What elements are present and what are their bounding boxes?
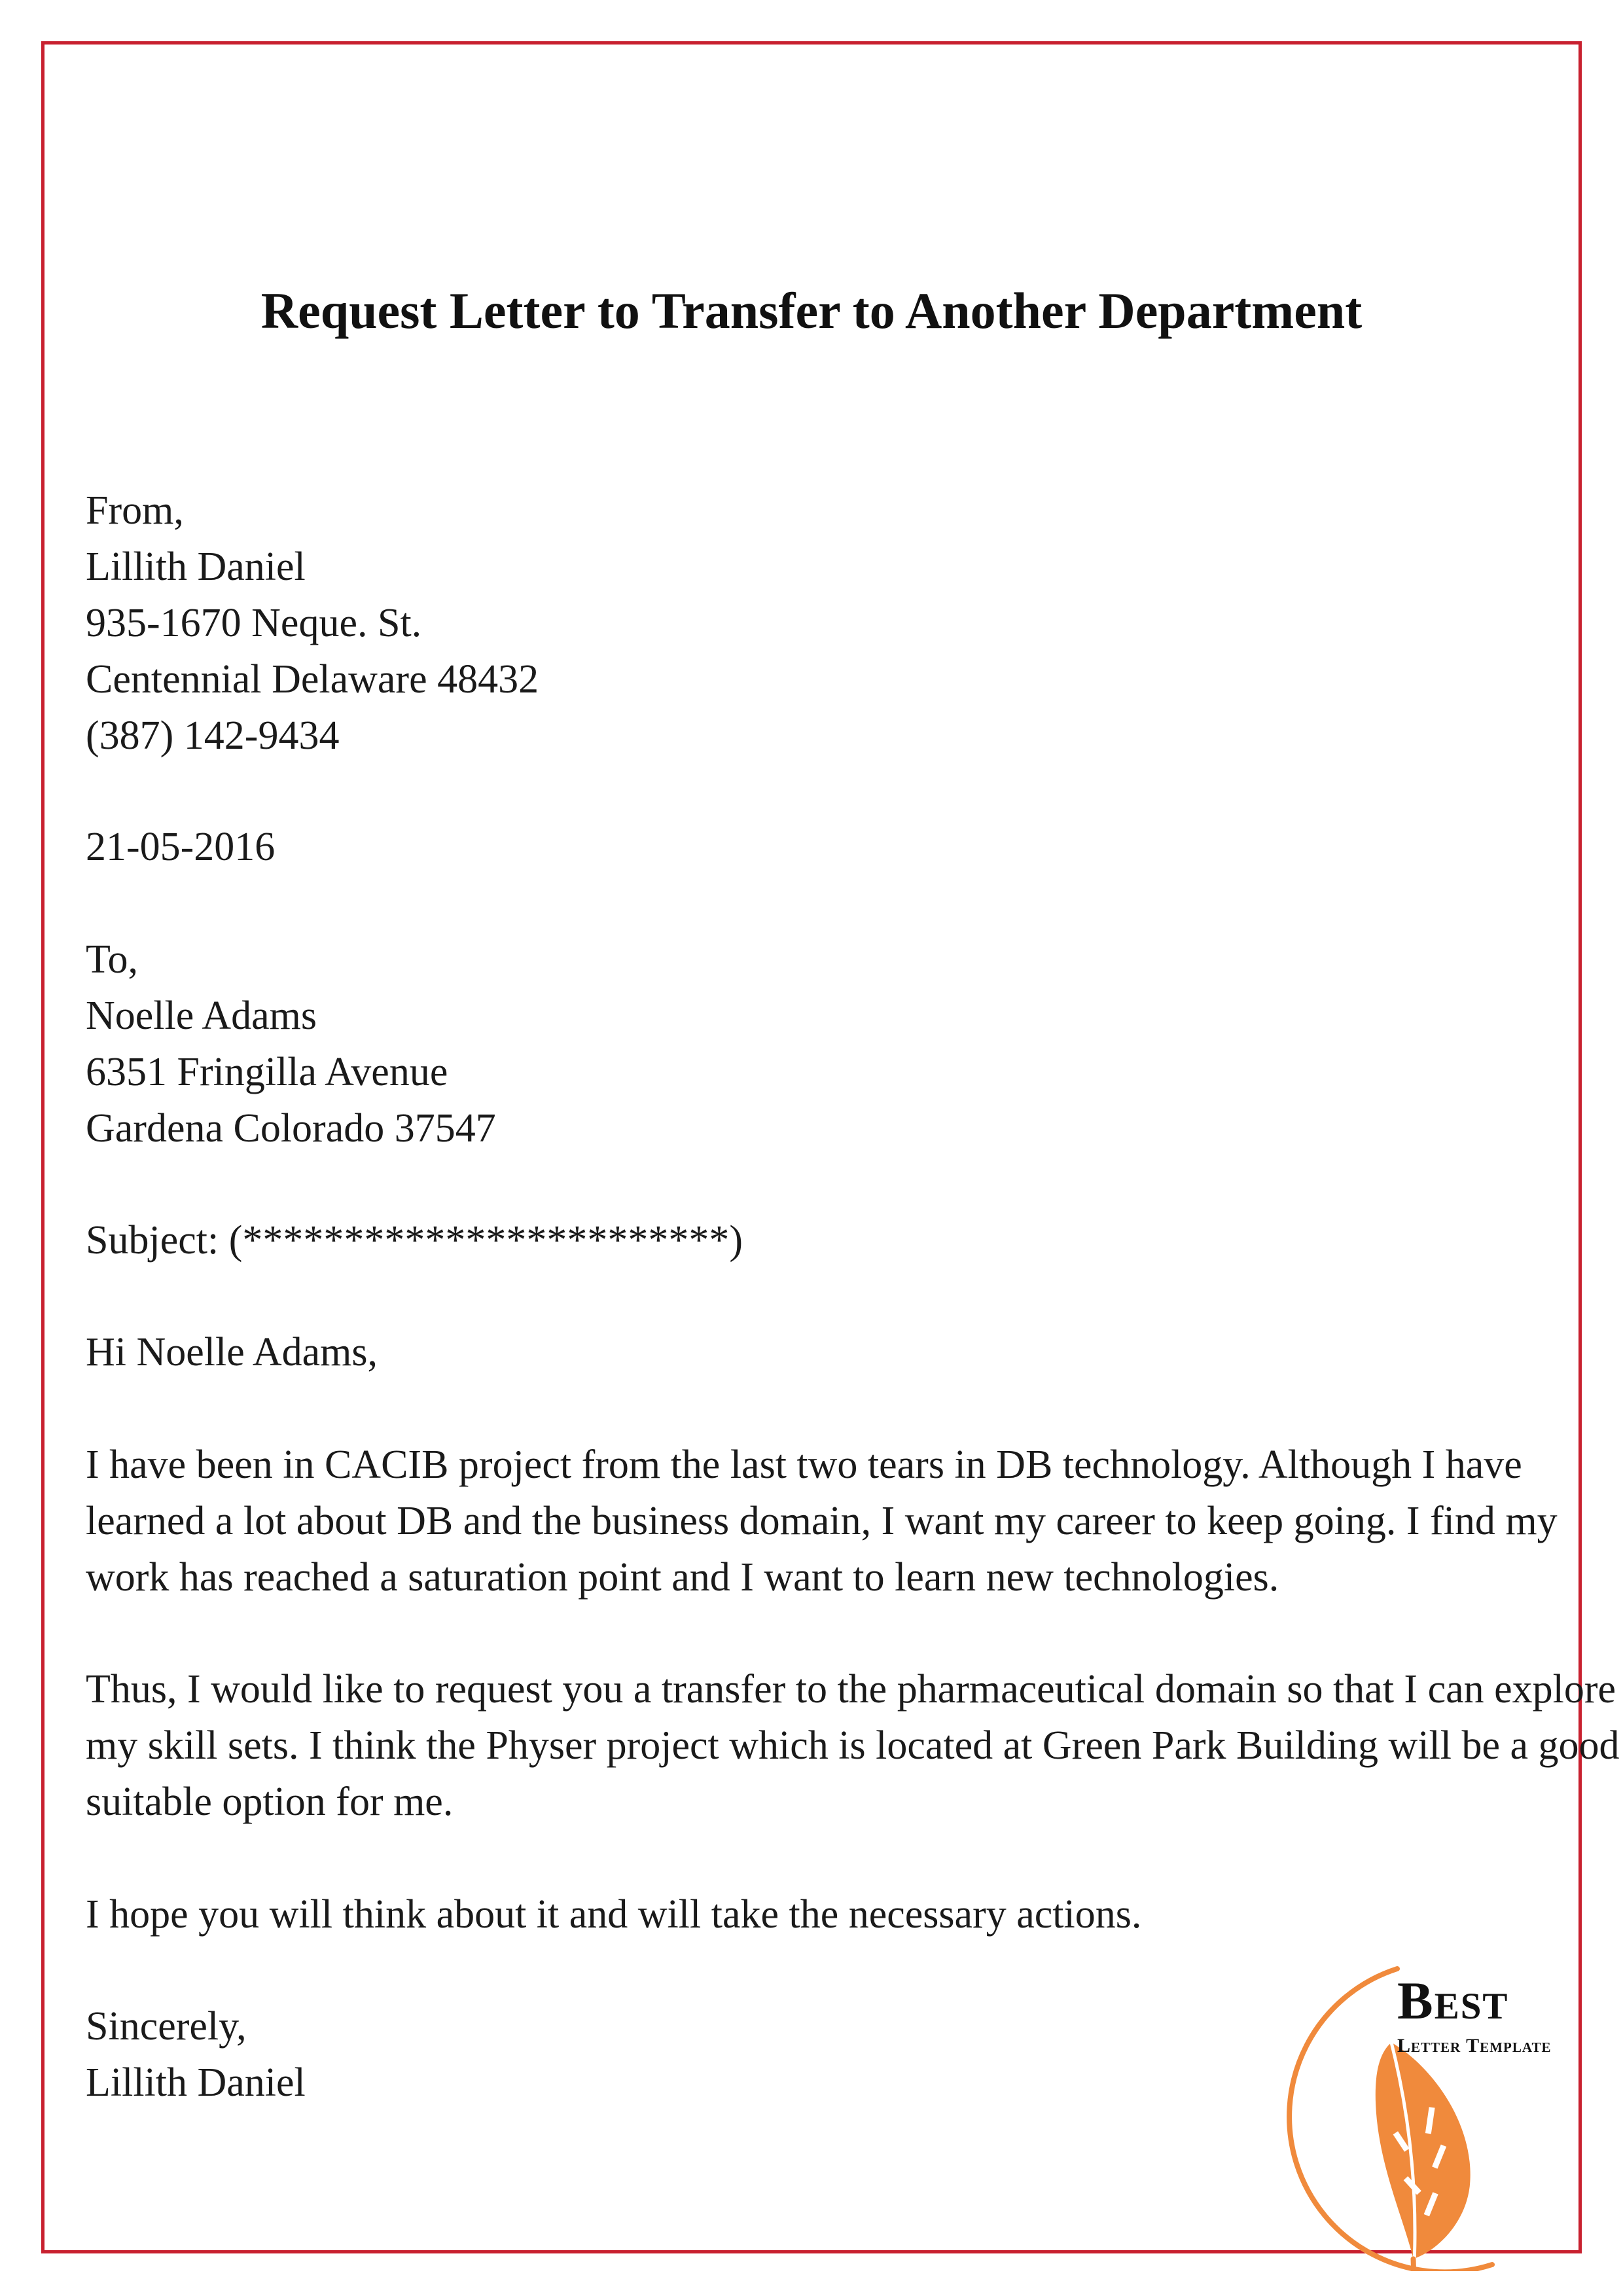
- paragraph-line: I have been in CACIB project from the last two tears in DB technology. Although I have: [86, 1443, 1522, 1487]
- paragraph-line: Thus, I would like to request you a transfer to the pharmaceutical domain so that I can explore: [86, 1667, 1616, 1712]
- paragraph-line: learned a lot about DB and the business domain, I want my career to keep going. I find my: [86, 1499, 1558, 1543]
- valediction: Sincerely,: [86, 2004, 247, 2049]
- paragraph-line: my skill sets. I think the Physer project which is located at Green Park Building will be a good: [86, 1723, 1620, 1768]
- recipient-block: [86, 931, 1545, 1157]
- paragraph-3: I hope you will think about it and will take the necessary actions.: [86, 1892, 1142, 1937]
- logo-wordmark: Best: [1397, 1971, 1509, 2030]
- sender-street: 935-1670 Neque. St.: [86, 601, 422, 645]
- sender-phone: (387) 142-9434: [86, 713, 340, 758]
- letter-date: 21-05-2016: [86, 825, 276, 869]
- recipient-city: Gardena Colorado 37547: [86, 1106, 496, 1151]
- sender-name: Lillith Daniel: [86, 545, 306, 589]
- signature-name: Lillith Daniel: [86, 2060, 306, 2105]
- to-label: To,: [86, 937, 139, 982]
- paragraph-2: [86, 1661, 1620, 1830]
- logo-subtitle: Letter Template: [1397, 2035, 1552, 2056]
- recipient-name: Noelle Adams: [86, 994, 317, 1038]
- subject-line: Subject: (************************): [86, 1218, 743, 1263]
- letter-title: Request Letter to Transfer to Another Department: [260, 282, 1363, 339]
- from-label: From,: [86, 488, 184, 533]
- salutation: Hi Noelle Adams,: [86, 1330, 378, 1374]
- sender-city: Centennial Delaware 48432: [86, 657, 539, 702]
- recipient-street: 6351 Fringilla Avenue: [86, 1050, 448, 1094]
- paragraph-line: work has reached a saturation point and I want to learn new technologies.: [86, 1555, 1279, 1600]
- sender-block: [86, 482, 1545, 764]
- paragraph-line: suitable option for me.: [86, 1780, 454, 1824]
- paragraph-1: [86, 1437, 1558, 1605]
